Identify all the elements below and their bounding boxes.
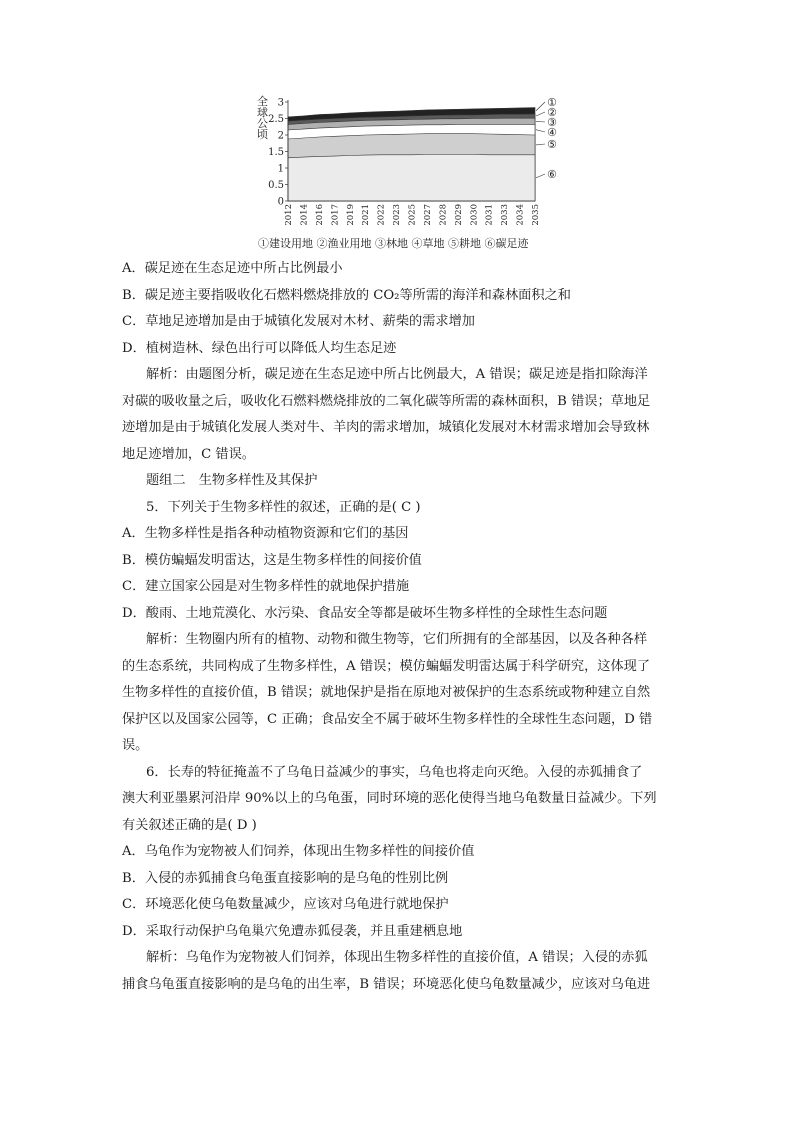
x-tick-label: 2025 — [407, 204, 418, 226]
series-label: ③ — [547, 116, 557, 129]
x-tick-label: 2022 — [376, 204, 387, 226]
text-line: A．碳足迹在生态足迹中所占比例最小 — [122, 261, 343, 276]
text-line: D．植树造林、绿色出行可以降低人均生态足迹 — [122, 340, 397, 356]
text-line: 捕食乌龟蛋直接影响的是乌龟的出生率，B 错误；环境恶化使乌龟数量减少，应该对乌龟进 — [122, 976, 651, 992]
y-tick-label: 1.5 — [268, 147, 284, 158]
text-line: 地足迹增加，C 错误。 — [122, 446, 255, 462]
series-label: ① — [547, 96, 557, 109]
text-line: 6．长寿的特征掩盖不了乌龟日益减少的事实，乌龟也将走向灭绝。入侵的赤狐捕食了 — [146, 764, 643, 780]
x-tick-label: 2035 — [531, 204, 541, 226]
stacked-area-chart — [250, 92, 580, 252]
text-line: 题组二 生物多样性及其保护 — [146, 473, 318, 488]
y-tick-label: 3 — [277, 97, 284, 109]
series-leader-line — [536, 144, 545, 145]
y-tick-label: 2 — [277, 130, 284, 142]
chart-svg — [250, 92, 580, 252]
chart-legend: ①建设用地 ②渔业用地 ③林地 ④草地 ⑤耕地 ⑥碳足迹 — [258, 237, 529, 250]
series-leader-line — [536, 174, 545, 178]
text-line: C．建立国家公园是对生物多样性的就地保护措施 — [122, 579, 410, 594]
text-line: 解析：生物圈内所有的植物、动物和微生物等，它们所拥有的全部基因，以及各种各样 — [146, 632, 648, 647]
x-tick-label: 2034 — [515, 204, 526, 226]
x-tick-label: 2031 — [484, 204, 495, 226]
y-axis-title: 全球公顷 — [257, 95, 268, 141]
text-line: 解析：由题图分析，碳足迹在生态足迹中所占比例最大，A 错误；碳足迹是指扣除海洋 — [146, 367, 648, 382]
series-label: ⑤ — [547, 138, 557, 151]
text-line: 解析：乌龟作为宠物被人们饲养，体现出生物多样性的直接价值，A 错误；入侵的赤狐 — [146, 950, 648, 965]
series-leader-line — [536, 130, 545, 132]
series-label: ⑥ — [547, 168, 557, 181]
text-line: 对碳的吸收量之后，吸收化石燃料燃烧排放的二氧化碳等所需的森林面积，B 错误；草地足 — [122, 393, 651, 409]
x-tick-label: 2023 — [392, 204, 403, 226]
x-tick-label: 2019 — [345, 204, 356, 226]
x-tick-label: 2016 — [314, 204, 325, 226]
x-tick-label: 2027 — [422, 204, 433, 226]
text-line: 5．下列关于生物多样性的叙述，正确的是( C ) — [146, 499, 421, 515]
series-leader-line — [536, 102, 545, 111]
text-line: B．碳足迹主要指吸收化石燃料燃烧排放的 CO₂等所需的海洋和森林面积之和 — [122, 287, 571, 303]
text-line: C．环境恶化使乌龟数量减少，应该对乌龟进行就地保护 — [122, 897, 449, 912]
text-line: B．入侵的赤狐捕食乌龟蛋直接影响的是乌龟的性别比例 — [122, 870, 449, 886]
text-line: 有关叙述正确的是( D ) — [122, 817, 257, 833]
x-tick-label: 2021 — [361, 204, 372, 226]
text-line: D．酸雨、土地荒漠化、水污染、食品安全等都是破坏生物多样性的全球性生态问题 — [122, 605, 608, 621]
x-tick-label: 2029 — [453, 204, 464, 226]
document-body — [122, 256, 682, 998]
series-leader-line — [536, 121, 545, 122]
x-tick-label: 2033 — [500, 204, 511, 226]
text-line: 保护区以及国家公园等，C 正确；食品安全不属于破坏生物多样性的全球性生态问题，D 错 — [122, 711, 653, 727]
series-label: ④ — [547, 126, 557, 139]
x-tick-label: 2014 — [299, 204, 310, 226]
x-tick-label: 2012 — [284, 204, 294, 226]
text-line: A．乌龟作为宠物被人们饲养，体现出生物多样性的间接价值 — [122, 844, 475, 859]
x-tick-label: 2028 — [438, 204, 449, 226]
text-line: 生物多样性的直接价值，B 错误；就地保护是指在原地对被保护的生态系统或物种建立自然 — [122, 685, 651, 700]
text-line: 澳大利亚墨累河沿岸 90%以上的乌龟蛋，同时环境的恶化使得当地乌龟数量日益减少。下列 — [122, 791, 657, 806]
area-series-1 — [288, 155, 535, 202]
y-tick-label: 2.5 — [268, 114, 284, 125]
text-line: 的生态系统，共同构成了生物多样性，A 错误；模仿蝙蝠发明雷达属于科学研究，这体现了 — [122, 658, 651, 674]
text-line: 误。 — [122, 738, 149, 753]
text-line: C．草地足迹增加是由于城镇化发展对木材、薪柴的需求增加 — [122, 314, 475, 329]
x-tick-label: 2017 — [330, 204, 341, 226]
x-tick-label: 2030 — [469, 204, 480, 226]
text-line: A．生物多样性是指各种动植物资源和它们的基因 — [122, 526, 409, 541]
y-tick-label: 1 — [277, 163, 284, 175]
series-leader-line — [536, 112, 545, 116]
text-line: 迹增加是由于城镇化发展人类对牛、羊肉的需求增加，城镇化发展对木材需求增加会导致林 — [122, 420, 650, 435]
y-tick-label: 0 — [277, 196, 284, 208]
y-tick-label: 0.5 — [268, 180, 284, 191]
series-label: ② — [547, 106, 557, 119]
text-line: D．采取行动保护乌龟巢穴免遭赤狐侵袭，并且重建栖息地 — [122, 923, 463, 939]
text-line: B．模仿蝙蝠发明雷达，这是生物多样性的间接价值 — [122, 552, 422, 568]
